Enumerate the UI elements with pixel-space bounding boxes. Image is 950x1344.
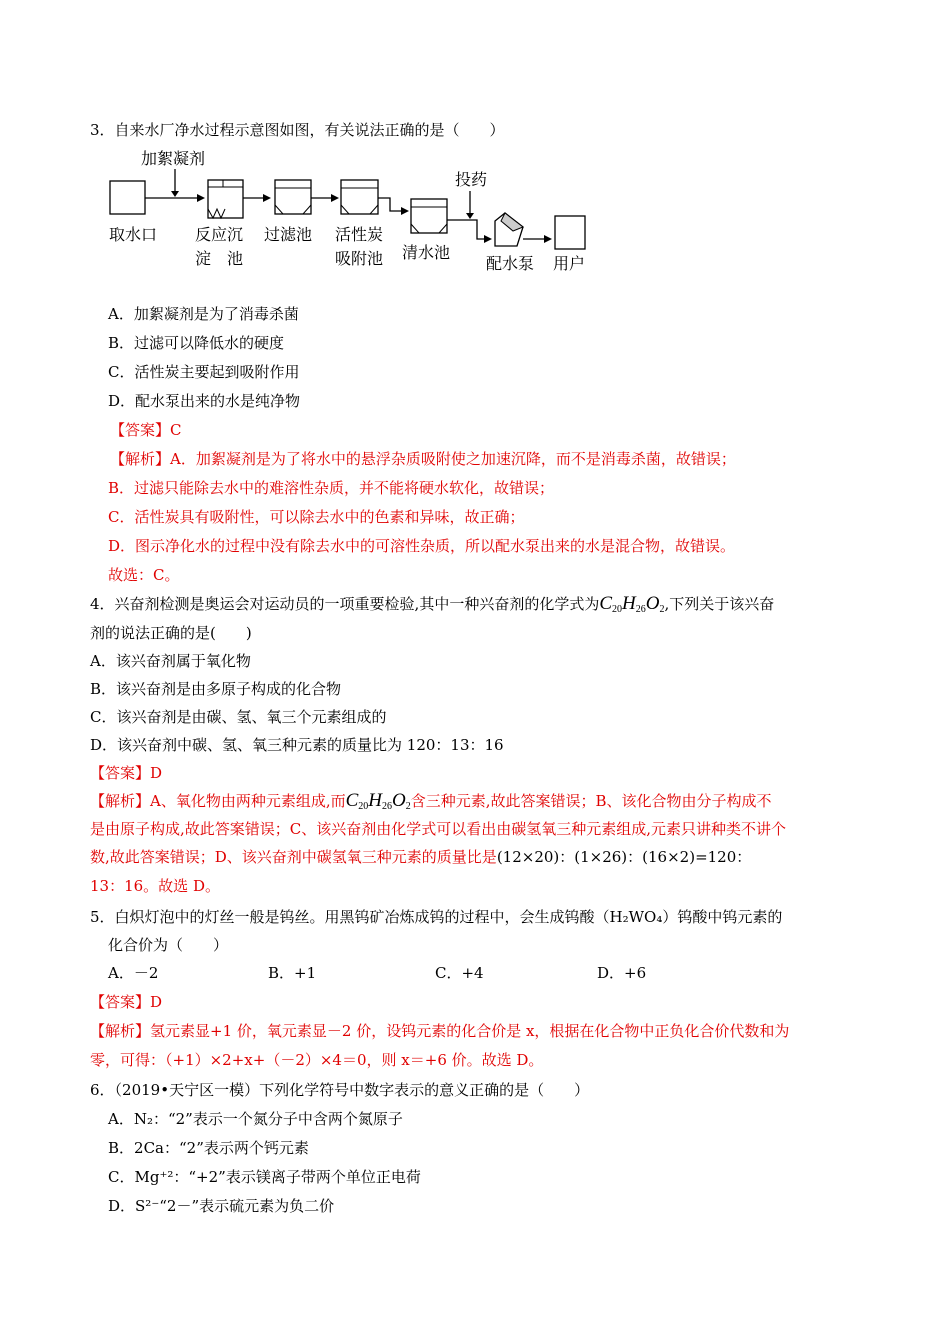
- q3-stem: 3．自来水厂净水过程示意图如图，有关说法正确的是（ ）: [90, 121, 505, 139]
- q4-analysis-2: 是由原子构成,故此答案错误；C、该兴奋剂由化学式可以看出由碳氢氧三种元素组成,元素只讲种类不讲个: [90, 820, 787, 838]
- q4-option-a: A．该兴奋剂属于氧化物: [90, 652, 251, 670]
- q3-analysis-5: 故选：C。: [108, 566, 180, 584]
- label-intake: 取水口: [109, 225, 158, 244]
- label-carbon-1: 活性炭: [335, 225, 384, 244]
- q4-analysis-4: 13：16。故选 D。: [90, 877, 220, 895]
- q4-answer: 【答案】D: [90, 764, 163, 782]
- formula: $C_{20}H_{26}O_2$: [599, 593, 665, 615]
- q6-option-b: B．2Ca：“2”表示两个钙元素: [108, 1139, 309, 1157]
- q3-analysis-2: B．过滤只能除去水中的难溶性杂质，并不能将硬水软化，故错误；: [108, 479, 555, 497]
- q5-option-d: D．+6: [597, 964, 647, 982]
- label-pump: 配水泵: [486, 254, 535, 273]
- q6-option-a: A．N₂：“2”表示一个氮分子中含两个氮原子: [108, 1110, 403, 1128]
- q4-option-b: B．该兴奋剂是由多原子构成的化合物: [90, 680, 342, 698]
- q3-option-b: B．过滤可以降低水的硬度: [108, 334, 285, 352]
- q4-analysis-3: 数,故此答案错误；D、该兴奋剂中碳氢氧三种元素的质量比是(12×20)：(1×26)：(16×2)=120：: [90, 848, 752, 866]
- q4-option-d: D．该兴奋剂中碳、氢、氧三种元素的质量比为 120：13：16: [90, 736, 504, 754]
- sedimentation-tank: [208, 180, 243, 218]
- q5-option-b: B．+1: [268, 964, 317, 982]
- q3-option-a: A．加絮凝剂是为了消毒杀菌: [108, 305, 299, 323]
- carbon-tank: [341, 180, 378, 214]
- q3-analysis-4: D．图示净化水的过程中没有除去水中的可溶性杂质，所以配水泵出来的水是混合物，故错误。: [108, 537, 736, 555]
- pump-icon: [495, 213, 523, 246]
- q3-analysis-1: 【解析】A．加絮凝剂是为了将水中的悬浮杂质吸附使之加速沉降，而不是消毒杀菌，故错误；: [110, 450, 736, 468]
- clear-water-tank: [411, 199, 447, 233]
- label-clear-water: 清水池: [402, 243, 451, 262]
- water-treatment-diagram: [105, 143, 605, 283]
- q3-analysis-3: C．活性炭具有吸附性，可以除去水中的色素和异味，故正确；: [108, 508, 525, 526]
- q4-option-c: C．该兴奋剂是由碳、氢、氧三个元素组成的: [90, 708, 387, 726]
- intake-box: [110, 181, 145, 214]
- q4-analysis-1: 【解析】A、氧化物由两种元素组成,而$C_{20}H_{26}O_2$含三种元素,故此答案错误；B、该化合物由分子构成不: [90, 790, 772, 812]
- q5-option-a: A．－2: [108, 964, 159, 982]
- q3-option-c: C．活性炭主要起到吸附作用: [108, 363, 300, 381]
- mass-ratio-math: (12×20)：(1×26)：(16×2)=120：: [496, 848, 752, 866]
- q5-analysis-1: 【解析】氢元素显+1 价，氧元素显－2 价，设钨元素的化合价是 x，根据在化合物中正负化合价代数和为: [90, 1022, 790, 1040]
- dosing-label: 投药: [455, 170, 488, 189]
- q5-analysis-2: 零，可得：（+1）×2+x+（－2）×4＝0，则 x＝+6 价。故选 D。: [90, 1051, 544, 1069]
- label-sedimentation-1: 反应沉: [195, 225, 244, 244]
- label-carbon-2: 吸附池: [335, 249, 384, 268]
- label-sedimentation-2: 淀 池: [195, 249, 244, 268]
- filter-tank: [275, 180, 311, 214]
- q5-option-c: C．+4: [435, 964, 484, 982]
- q3-option-d: D．配水泵出来的水是纯净物: [108, 392, 301, 410]
- q5-answer: 【答案】D: [90, 993, 163, 1011]
- label-filter: 过滤池: [264, 225, 313, 244]
- q4-stem-line1: 4．兴奋剂检测是奥运会对运动员的一项重要检验,其中一种兴奋剂的化学式为$C_{20}H_{26}O_2$,下列关于该兴奋: [90, 593, 775, 615]
- q3-answer: 【答案】C: [110, 421, 182, 439]
- q4-stem-line2: 剂的说法正确的是( ): [90, 624, 252, 642]
- q6-option-c: C．Mg⁺²：“+2”表示镁离子带两个单位正电荷: [108, 1168, 421, 1186]
- user-box: [555, 216, 585, 249]
- label-user: 用户: [553, 254, 586, 273]
- q6-option-d: D．S²⁻“2－”表示硫元素为负二价: [108, 1197, 335, 1215]
- q6-stem: 6．（2019•天宁区一模）下列化学符号中数字表示的意义正确的是（ ）: [90, 1081, 590, 1099]
- q5-stem-line1: 5．白炽灯泡中的灯丝一般是钨丝。用黑钨矿冶炼成钨的过程中，会生成钨酸（H₂WO₄）钨酸中钨元素的: [90, 908, 783, 926]
- flocculant-label: 加絮凝剂: [141, 149, 206, 168]
- q5-stem-line2: 化合价为（ ）: [108, 936, 229, 954]
- formula: $C_{20}H_{26}O_2$: [345, 790, 411, 812]
